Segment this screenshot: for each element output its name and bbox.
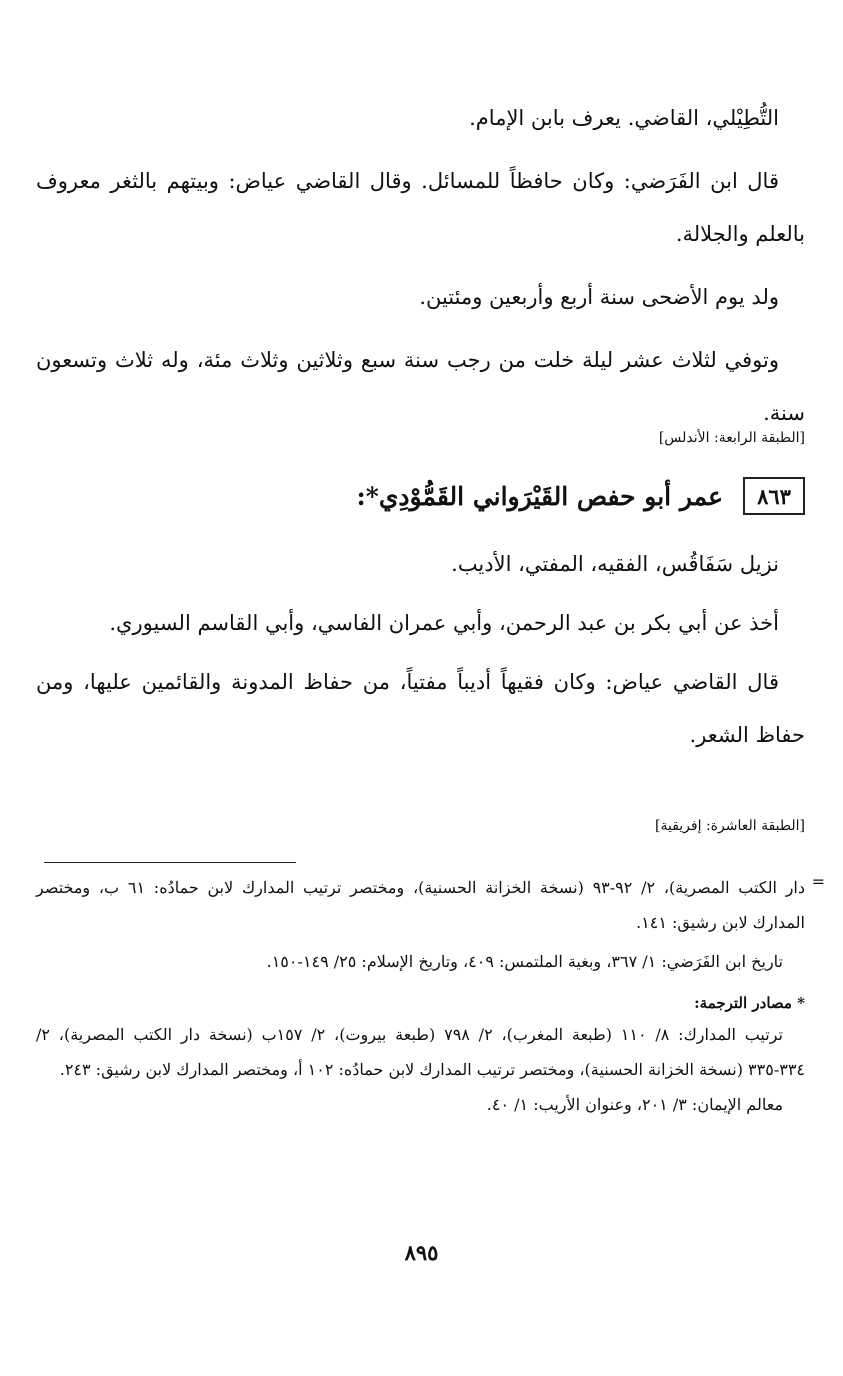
- footnote-sources-cont: دار الكتب المصرية)، ٢/ ٩٢-٩٣ (نسخة الخزانة الحسنية)، ومختصر ترتيب المدارك لابن حمادُه: ٦١ ب، ومختصر المدارك لابن رشيق: ١٤١.: [36, 878, 806, 932]
- footnotes: [36, 870, 825, 1122]
- page-number: ٨٩٥: [404, 1240, 439, 1265]
- footnote-sources-heading: * مصادر الترجمة:: [694, 994, 805, 1012]
- tabaqa-tag-1-wrap: [36, 428, 805, 448]
- footnote-divider: [44, 862, 296, 863]
- main-text-entry: [36, 538, 805, 762]
- paragraph-teachers: أخذ عن أبي بكر بن عبد الرحمن، وأبي عمران الفاسي، وأبي القاسم السيوري.: [109, 611, 779, 635]
- entry-number-box: ٨٦٣: [743, 477, 805, 515]
- paragraph-title-line: التُّطِيْلي، القاضي. يعرف بابن الإمام.: [469, 106, 779, 130]
- footnote-ibn-faradi: تاريخ ابن الفَرَضي: ١/ ٣٦٧، وبغية الملتمس: ٤٠٩، وتاريخ الإسلام: ٢٥/ ١٤٩-١٥٠.: [266, 952, 783, 971]
- paragraph-ibn-faradi: قال ابن الفَرَضي: وكان حافظاً للمسائل. وقال القاضي عياض: وبيتهم بالثغر معروف بالعلم والجلالة.: [36, 169, 805, 246]
- entry-title: عمر أبو حفص القَيْرَواني القَمُّوْدِي*:: [356, 481, 723, 511]
- paragraph-iyad-quote: قال القاضي عياض: وكان فقيهاً أديباً مفتياً، من حفاظ المدونة والقائمين عليها، ومن حفاظ الشعر.: [36, 670, 805, 747]
- footnote-continuation-mark: =: [811, 872, 825, 891]
- paragraph-nazil: نزيل سَفَاقُس، الفقيه، المفتي، الأديب.: [451, 552, 779, 576]
- tabaqa-tag: [الطبقة الرابعة: الأندلس]: [658, 430, 805, 446]
- footnote-maalim: معالم الإيمان: ٣/ ٢٠١، وعنوان الأريب: ١/ ٤٠.: [486, 1095, 783, 1114]
- tabaqa-tag: [الطبقة العاشرة: إفريقية]: [655, 818, 805, 834]
- main-text-top: [36, 92, 805, 440]
- footnote-tartib-madarik: ترتيب المدارك: ٨/ ١١٠ (طبعة المغرب)، ٢/ ٧٩٨ (طبعة بيروت)، ٢/ ١٥٧ب (نسخة دار الكتب المصرية)، ٢/ ٣٣٤-٣٣٥ (نسخة الخزانة الحسنية)، ومختصر ترتيب المدارك لابن حمادُه: ١٠٢ أ، ومختصر المدارك لابن رشيق: ٢٤٣.: [36, 1025, 805, 1079]
- entry-heading: [36, 474, 805, 518]
- paragraph-death: وتوفي لثلاث عشر ليلة خلت من رجب سنة سبع وثلاثين وثلاث مئة، وله ثلاث وتسعون سنة.: [36, 348, 805, 425]
- paragraph-birth: ولد يوم الأضحى سنة أربع وأربعين ومئتين.: [419, 285, 779, 309]
- tabaqa-tag-2-wrap: [36, 816, 805, 836]
